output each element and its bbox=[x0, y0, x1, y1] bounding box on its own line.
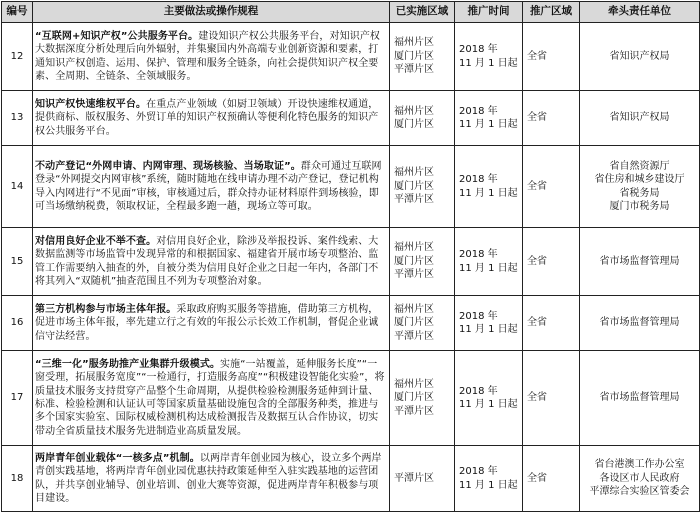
practice-text: 实施“一站覆盖，延伸服务长度”“一窗受理，拓展服务宽度”“一检通行，打造服务高度”“积极建设智能化实验”，将质量技术服务支持贯穿产品整个生命周期，从提供检验检测服务延伸到计量、标准、检验检测和认证认可等国家质量基础设施包含的全部服务种类，推进与多个国家实验室、国际权威检测机构达成检测报告及数据互认合作协议，切实带动全省质量技术服务先进制造业高质量发展。 bbox=[35, 358, 385, 437]
lead-unit bbox=[580, 351, 700, 446]
policy-table bbox=[1, 1, 700, 512]
area-item: 平潭片区 bbox=[394, 269, 434, 281]
lead-unit bbox=[580, 91, 700, 146]
lead-unit-item: 省自然资源厅 bbox=[609, 160, 670, 172]
practice-description bbox=[33, 91, 390, 146]
promotion-region: 全省 bbox=[523, 91, 580, 146]
area-item: 福州片区 bbox=[394, 105, 434, 117]
row-number: 12 bbox=[2, 23, 33, 91]
lead-unit-item: 省知识产权局 bbox=[609, 50, 670, 62]
implemented-areas bbox=[390, 91, 455, 146]
promotion-region: 全省 bbox=[523, 228, 580, 296]
area-item: 厦门片区 bbox=[394, 317, 434, 329]
practice-title: “互联网+知识产权”公共服务平台。 bbox=[35, 30, 199, 42]
row-number: 13 bbox=[2, 91, 33, 146]
table-row bbox=[2, 228, 700, 296]
area-item: 福州片区 bbox=[394, 37, 434, 49]
row-number: 15 bbox=[2, 228, 33, 296]
promotion-region: 全省 bbox=[523, 296, 580, 351]
promotion-region: 全省 bbox=[523, 351, 580, 446]
table-header-row bbox=[2, 2, 700, 23]
lead-unit-item: 省台港澳工作办公室 bbox=[594, 459, 685, 471]
practice-text: 以两岸青年创业园为核心，设立多个两岸青创实践基地，将两岸青年创业园优惠扶持政策延伸至入驻实践基地的运营团队，并共享创业辅导、创业培训、创业大赛等资源，促进两岸青年积极参与项目建设。 bbox=[35, 452, 382, 504]
area-item: 厦门片区 bbox=[394, 50, 434, 62]
row-number: 14 bbox=[2, 146, 33, 228]
time-year: 2018 年 bbox=[459, 174, 498, 186]
table-row bbox=[2, 91, 700, 146]
practice-description bbox=[33, 23, 390, 91]
area-item: 福州片区 bbox=[394, 303, 434, 315]
lead-unit-item: 省市场监督管理局 bbox=[599, 392, 680, 404]
time-year: 2018 年 bbox=[459, 310, 498, 322]
area-item: 厦门片区 bbox=[394, 180, 434, 192]
time-year: 2018 年 bbox=[459, 385, 498, 397]
practice-title: 对信用良好企业不举不查。 bbox=[35, 235, 157, 247]
lead-unit-item: 厦门市税务局 bbox=[609, 200, 670, 212]
practice-description bbox=[33, 228, 390, 296]
table-row bbox=[2, 446, 700, 512]
header-number: 编号 bbox=[2, 2, 33, 23]
promotion-time bbox=[455, 23, 523, 91]
area-item: 厦门片区 bbox=[394, 255, 434, 267]
lead-unit bbox=[580, 146, 700, 228]
promotion-time bbox=[455, 446, 523, 512]
time-year: 2018 年 bbox=[459, 44, 498, 56]
header-practice: 主要做法或操作规程 bbox=[33, 2, 390, 23]
area-item: 福州片区 bbox=[394, 242, 434, 254]
practice-text: 群众可通过互联网登录“外网提交内网审核”系统，随时随地在线申请办理不动产登记，登记机构导入内网进行“不见面”审核，审核通过后，群众持办证材料原件到场核验，即可当场缴纳税费，领取权证，全程最多跑一趟，现场立等可取。 bbox=[35, 160, 382, 212]
lead-unit-item: 省市场监督管理局 bbox=[599, 255, 680, 267]
header-promotion-time: 推广时间 bbox=[455, 2, 523, 23]
practice-text: 建设知识产权公共服务平台，对知识产权大数据深度分析处理后向外辐射，并集聚国内外高端专业创新资源和要素，打通知识产权创造、运用、保护、管理和服务全链条，向社会提供知识产权全要素、全周期、全链条、全领域服务。 bbox=[35, 30, 381, 82]
table-row bbox=[2, 296, 700, 351]
time-date: 11 月 1 日起 bbox=[459, 57, 518, 69]
table-row bbox=[2, 351, 700, 446]
time-date: 11 月 1 日起 bbox=[459, 187, 518, 199]
header-lead-unit: 牵头责任单位 bbox=[580, 2, 700, 23]
time-date: 11 月 1 日起 bbox=[459, 119, 518, 130]
area-item: 福州片区 bbox=[394, 378, 434, 390]
area-item: 厦门片区 bbox=[394, 392, 434, 404]
practice-title: 第三方机构参与市场主体年报。 bbox=[35, 303, 177, 315]
row-number: 17 bbox=[2, 351, 33, 446]
practice-description bbox=[33, 146, 390, 228]
implemented-areas bbox=[390, 351, 455, 446]
time-date: 11 月 1 日起 bbox=[459, 262, 518, 274]
time-date: 11 月 1 日起 bbox=[459, 479, 518, 491]
implemented-areas bbox=[390, 146, 455, 228]
area-item: 平潭片区 bbox=[394, 472, 434, 484]
practice-text: 在重点产业领域（如厨卫领域）开设快速维权通道，提供商标、版权服务、外贸订单的知识产权预确认等便利化特色服务的知识产权公共服务平台。 bbox=[35, 98, 379, 137]
table-row bbox=[2, 146, 700, 228]
practice-text: 采取政府购买服务等措施，借助第三方机构，促进市场主体年报，率先建立行之有效的年报公示长效工作机制，督促企业诚信守法经营。 bbox=[35, 303, 379, 342]
implemented-areas bbox=[390, 228, 455, 296]
area-item: 平潭片区 bbox=[394, 405, 434, 417]
header-promotion-region: 推广区域 bbox=[523, 2, 580, 23]
implemented-areas bbox=[390, 446, 455, 512]
lead-unit bbox=[580, 296, 700, 351]
practice-description bbox=[33, 351, 390, 446]
table-row bbox=[2, 23, 700, 91]
area-item: 福州片区 bbox=[394, 167, 434, 179]
lead-unit-item: 省税务局 bbox=[619, 187, 660, 199]
area-item: 平潭片区 bbox=[394, 330, 434, 342]
practice-title: 不动产登记“外网申请、内网审理、现场核验、当场取证”。 bbox=[35, 160, 301, 172]
practice-title: “三维一化”服务助推产业集群升级模式。 bbox=[35, 358, 221, 370]
time-year: 2018 年 bbox=[459, 466, 498, 478]
promotion-time bbox=[455, 228, 523, 296]
area-item: 厦门片区 bbox=[394, 119, 434, 130]
lead-unit bbox=[580, 228, 700, 296]
row-number: 18 bbox=[2, 446, 33, 512]
promotion-region: 全省 bbox=[523, 446, 580, 512]
time-date: 11 月 1 日起 bbox=[459, 399, 518, 410]
implemented-areas bbox=[390, 296, 455, 351]
promotion-time bbox=[455, 146, 523, 228]
promotion-region: 全省 bbox=[523, 23, 580, 91]
promotion-region: 全省 bbox=[523, 146, 580, 228]
practice-description bbox=[33, 296, 390, 351]
lead-unit-item: 各设区市人民政府 bbox=[599, 472, 680, 484]
practice-description bbox=[33, 446, 390, 512]
area-item: 平潭片区 bbox=[394, 64, 434, 76]
promotion-time bbox=[455, 296, 523, 351]
lead-unit-item: 省住房和城乡建设厅 bbox=[594, 174, 685, 186]
lead-unit-item: 省市场监督管理局 bbox=[599, 317, 680, 329]
header-implemented-areas: 已实施区域 bbox=[390, 2, 455, 23]
lead-unit bbox=[580, 446, 700, 512]
time-date: 11 月 1 日起 bbox=[459, 324, 518, 335]
lead-unit bbox=[580, 23, 700, 91]
practice-title: 两岸青年创业载体“一核多点”机制。 bbox=[35, 452, 200, 464]
promotion-time bbox=[455, 351, 523, 446]
practice-title: 知识产权快速维权平台。 bbox=[35, 98, 147, 110]
lead-unit-item: 平潭综合实验区管委会 bbox=[589, 486, 690, 498]
implemented-areas bbox=[390, 23, 455, 91]
row-number: 16 bbox=[2, 296, 33, 351]
time-year: 2018 年 bbox=[459, 249, 498, 261]
promotion-time bbox=[455, 91, 523, 146]
area-item: 平潭片区 bbox=[394, 194, 434, 206]
lead-unit-item: 省知识产权局 bbox=[609, 112, 670, 124]
practice-text: 对信用良好企业，除涉及举报投诉、案件线索、大数据监测等市场监管中发现异常的和根据国家、福建省开展市场专项整治、监管工作需要纳入抽查的外，自被分类为信用良好企业之日起一年内，各部门不将其列入“双随机”抽查范围且不列为专项整治对象。 bbox=[35, 235, 379, 287]
time-year: 2018 年 bbox=[459, 105, 498, 117]
